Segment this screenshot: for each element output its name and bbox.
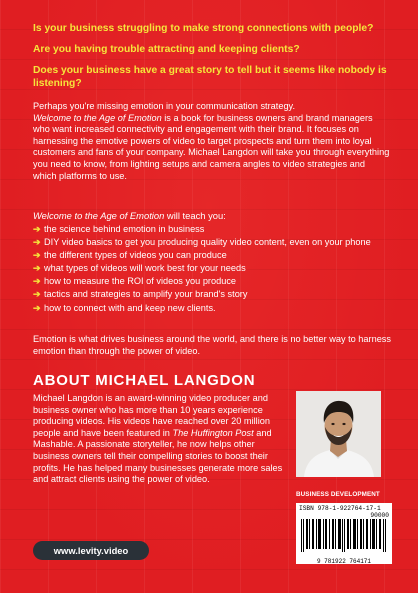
questions-block bbox=[33, 22, 389, 98]
intro-book-title: Welcome to the Age of Emotion bbox=[33, 112, 162, 123]
author-photo bbox=[296, 391, 381, 477]
author-bio bbox=[33, 393, 285, 486]
list-item-text: how to measure the ROI of videos you produce bbox=[44, 276, 237, 287]
about-heading: ABOUT MICHAEL LANGDON bbox=[33, 372, 256, 389]
list-item bbox=[33, 250, 378, 262]
isbn-text: ISBN 978-1-922764-17-1 bbox=[299, 505, 381, 512]
list-item bbox=[33, 237, 378, 249]
list-item-text: what types of videos will work best for your needs bbox=[44, 263, 246, 274]
bio-part1: Michael Langdon is an award-winning video producer and business owner who has more than 10 years experience producing videos. His videos have reached over 20 million people and have been featured in bbox=[33, 393, 270, 438]
arrow-right-icon: ➔ bbox=[33, 250, 41, 261]
question-1: Is your business struggling to make strong connections with people? bbox=[33, 23, 374, 34]
list-item-text: how to connect with and keep new clients. bbox=[44, 302, 216, 313]
intro-rest: is a book for business owners and brand managers who want increased connectivity and engagement with their brand. It focuses on harnessing the emotive powers of video to target prospects and turn them into loyal customers and fans of your company. Michael Langdon will take you through everything you need to know, from lighting setups and camera angles to video strategies and which platforms to use. bbox=[33, 112, 390, 181]
list-item-text: tactics and strategies to amplify your brand's story bbox=[44, 289, 248, 300]
list-item bbox=[33, 303, 378, 315]
barcode-number: 9 781922 764171 bbox=[316, 558, 371, 565]
learn-heading bbox=[33, 210, 226, 222]
learn-list bbox=[33, 224, 378, 316]
bio-part2: and Mashable. A passionate storyteller, he now helps other business owners tell their compelling stories to boost their profits. He has helped many businesses generate more sales and attract clients using the power of video. bbox=[33, 427, 283, 485]
question-3: Does your business have a great story to tell but it seems like nobody is listening? bbox=[33, 65, 387, 89]
learn-book-title: Welcome to the Age of Emotion bbox=[33, 210, 165, 221]
list-item bbox=[33, 224, 378, 236]
arrow-right-icon: ➔ bbox=[33, 224, 41, 234]
arrow-right-icon: ➔ bbox=[33, 276, 41, 287]
list-item-text: the science behind emotion in business bbox=[44, 224, 205, 234]
list-item bbox=[33, 289, 378, 301]
barcode-icon bbox=[299, 519, 389, 552]
price-row bbox=[299, 512, 389, 519]
arrow-right-icon: ➔ bbox=[33, 237, 41, 248]
website-link-button[interactable]: www.levity.video bbox=[33, 541, 149, 560]
category-label: BUSINESS DEVELOPMENT bbox=[296, 491, 380, 498]
intro-line1: Perhaps you're missing emotion in your communication strategy. bbox=[33, 101, 296, 111]
isbn-row bbox=[299, 505, 389, 512]
arrow-right-icon: ➔ bbox=[33, 289, 41, 300]
closing-paragraph: Emotion is what drives business around the world, and there is no better way to harness emotion than through the power of video. bbox=[33, 334, 391, 356]
author-portrait-icon bbox=[296, 391, 381, 477]
list-item-text: the different types of videos you can produce bbox=[44, 250, 227, 261]
intro-paragraph bbox=[33, 101, 391, 182]
price-code: 90000 bbox=[370, 512, 389, 519]
list-item bbox=[33, 276, 378, 288]
arrow-right-icon: ➔ bbox=[33, 302, 41, 313]
list-item bbox=[33, 263, 378, 275]
learn-suffix: will teach you: bbox=[164, 210, 226, 221]
arrow-right-icon: ➔ bbox=[33, 263, 41, 274]
list-item-text: DIY video basics to get you producing quality video content, even on your phone bbox=[44, 237, 371, 248]
question-2: Are you having trouble attracting and keeping clients? bbox=[33, 44, 300, 55]
barcode-box bbox=[296, 503, 392, 564]
bio-publication: The Huffington Post bbox=[172, 427, 254, 438]
